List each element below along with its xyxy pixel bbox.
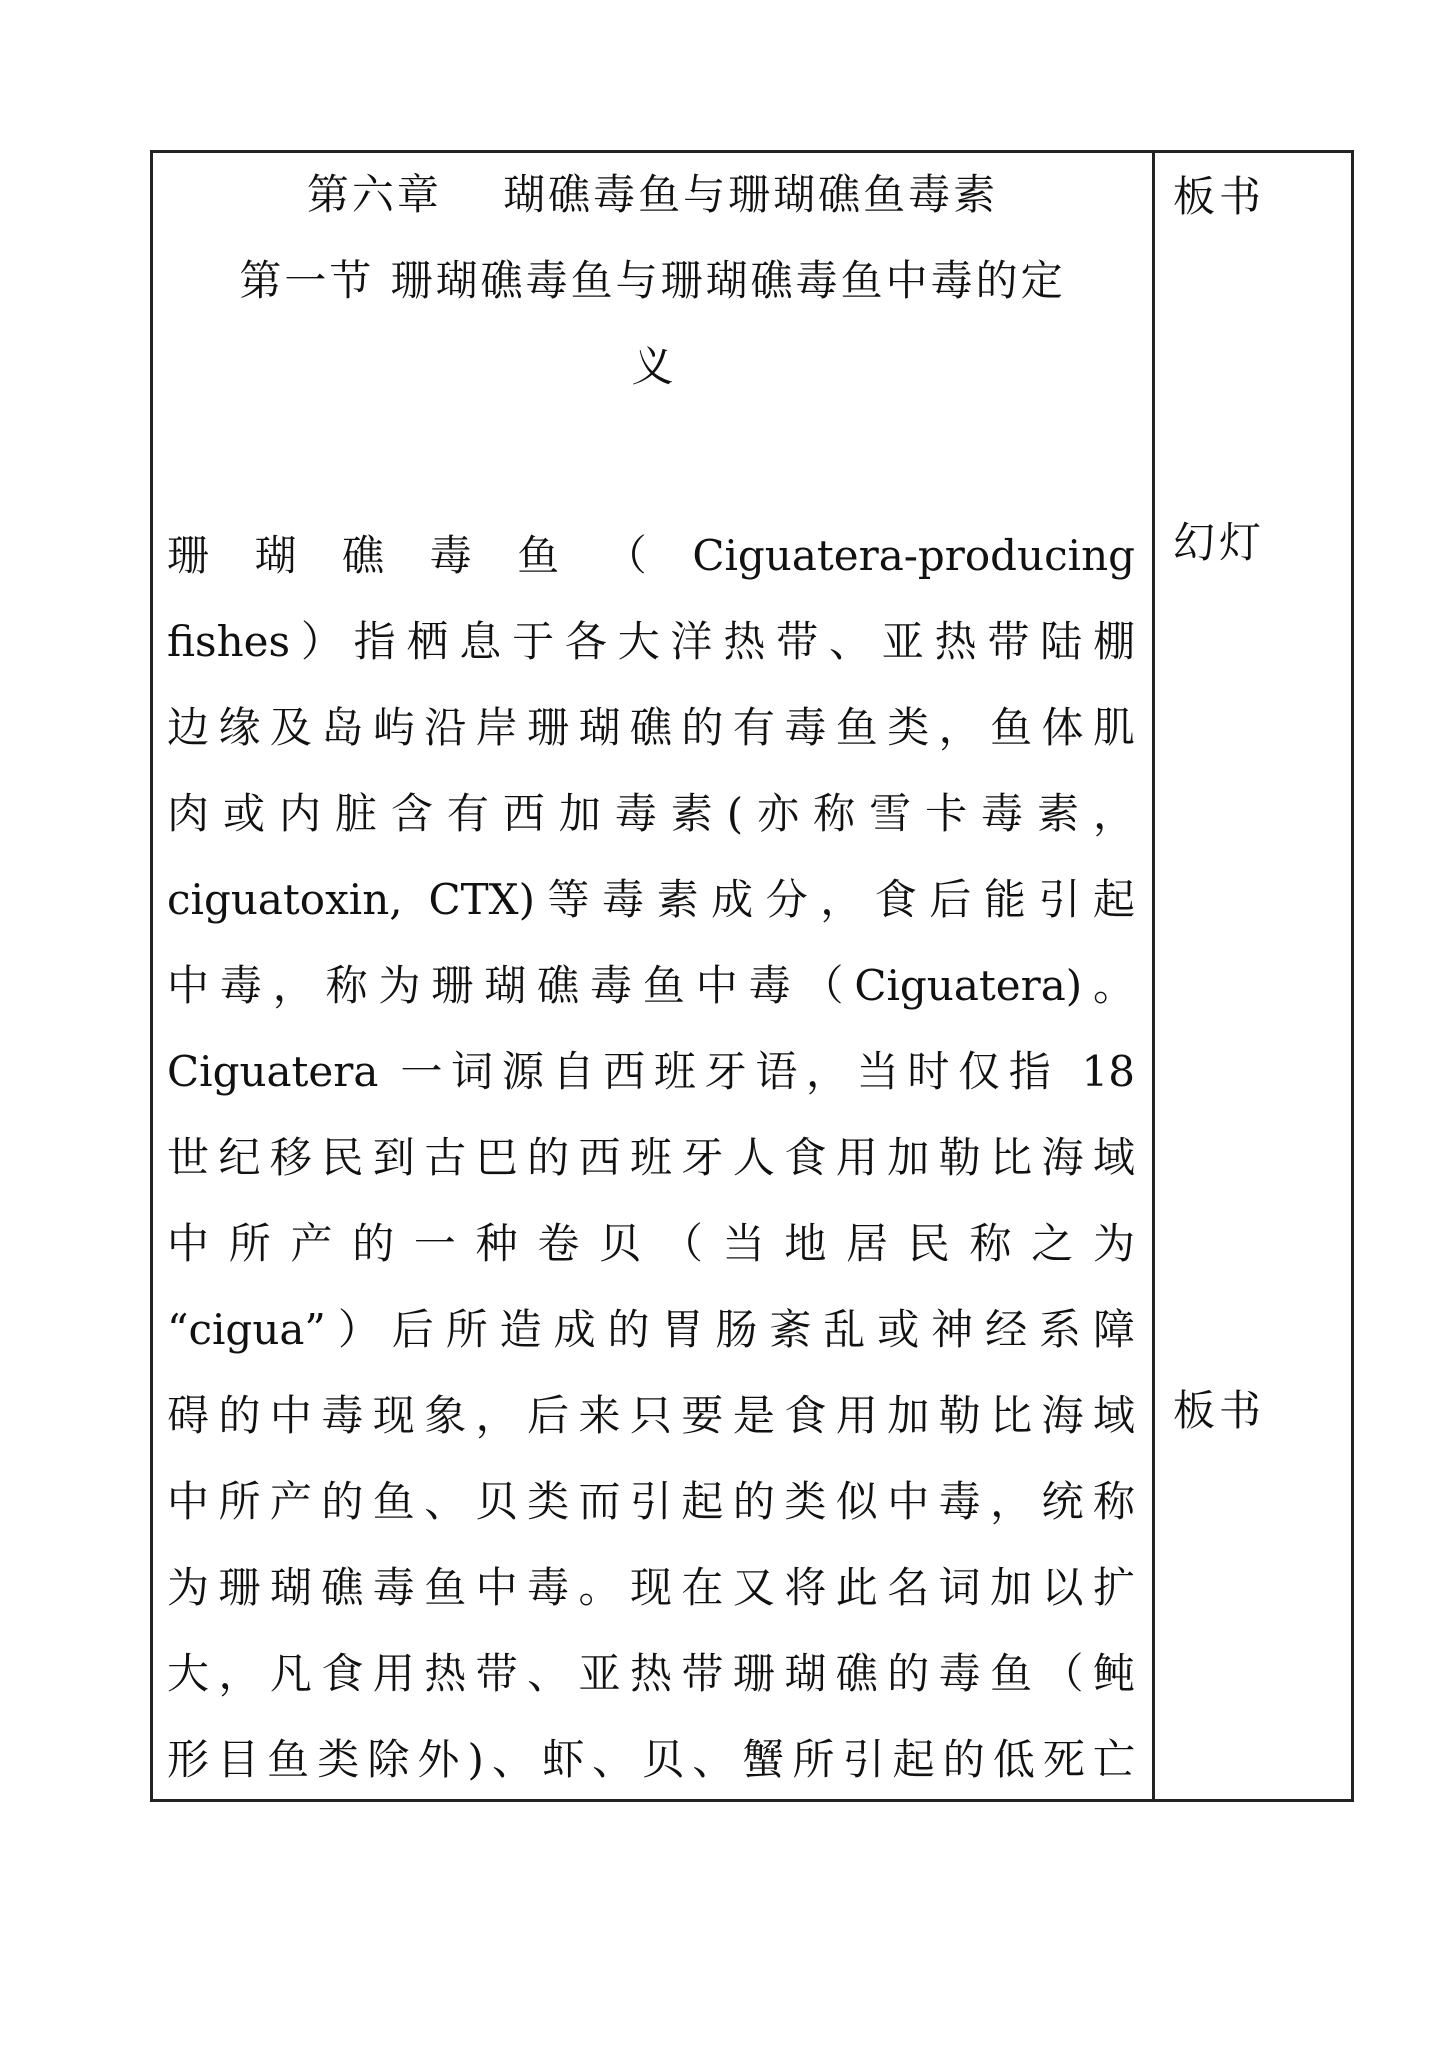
note-blackboard-2: 板书 (1173, 1386, 1266, 1435)
body-line-1: 珊 瑚 礁 毒 鱼 （ Ciguatera-producing (167, 531, 1135, 580)
section-title-line-1: 第一节 珊瑚礁毒鱼与珊瑚礁毒鱼中毒的定 (239, 256, 1066, 305)
lesson-plan-table (150, 150, 1354, 1802)
content-column (153, 153, 1152, 1799)
body-line-4: 肉或内脏含有西加毒素(亦称雪卡毒素， (167, 789, 1135, 838)
chapter-title: 第六章 瑚礁毒鱼与珊瑚礁鱼毒素 (306, 170, 999, 219)
note-blackboard-1: 板书 (1173, 172, 1266, 221)
section-title-line-2: 义 (631, 342, 674, 391)
body-line-9: 中 所 产 的 一 种 卷 贝 （ 当 地 居 民 称 之 为 (167, 1219, 1135, 1268)
body-line-10: “cigua”）后所造成的胃肠紊乱或神经系障 (167, 1305, 1135, 1354)
notes-column (1155, 153, 1351, 1799)
body-line-6: 中毒，称为珊瑚礁毒鱼中毒（Ciguatera)。 (167, 961, 1135, 1010)
body-line-8: 世纪移民到古巴的西班牙人食用加勒比海域 (167, 1133, 1135, 1182)
body-line-15: 形目鱼类除外)、虾、贝、蟹所引起的低死亡 (167, 1735, 1135, 1784)
body-line-3: 边缘及岛屿沿岸珊瑚礁的有毒鱼类，鱼体肌 (167, 703, 1135, 752)
note-slides: 幻灯 (1173, 518, 1266, 567)
body-line-11: 碍的中毒现象，后来只要是食用加勒比海域 (167, 1391, 1135, 1440)
body-line-14: 大，凡食用热带、亚热带珊瑚礁的毒鱼（鲀 (167, 1649, 1135, 1698)
body-line-2: fishes）指栖息于各大洋热带、亚热带陆棚 (167, 617, 1135, 666)
body-line-5: ciguatoxin, CTX)等毒素成分，食后能引起 (167, 875, 1135, 924)
body-line-7: Ciguatera 一词源自西班牙语，当时仅指 18 (167, 1047, 1135, 1096)
body-line-12: 中所产的鱼、贝类而引起的类似中毒，统称 (167, 1477, 1135, 1526)
body-line-13: 为珊瑚礁毒鱼中毒。现在又将此名词加以扩 (167, 1563, 1135, 1612)
